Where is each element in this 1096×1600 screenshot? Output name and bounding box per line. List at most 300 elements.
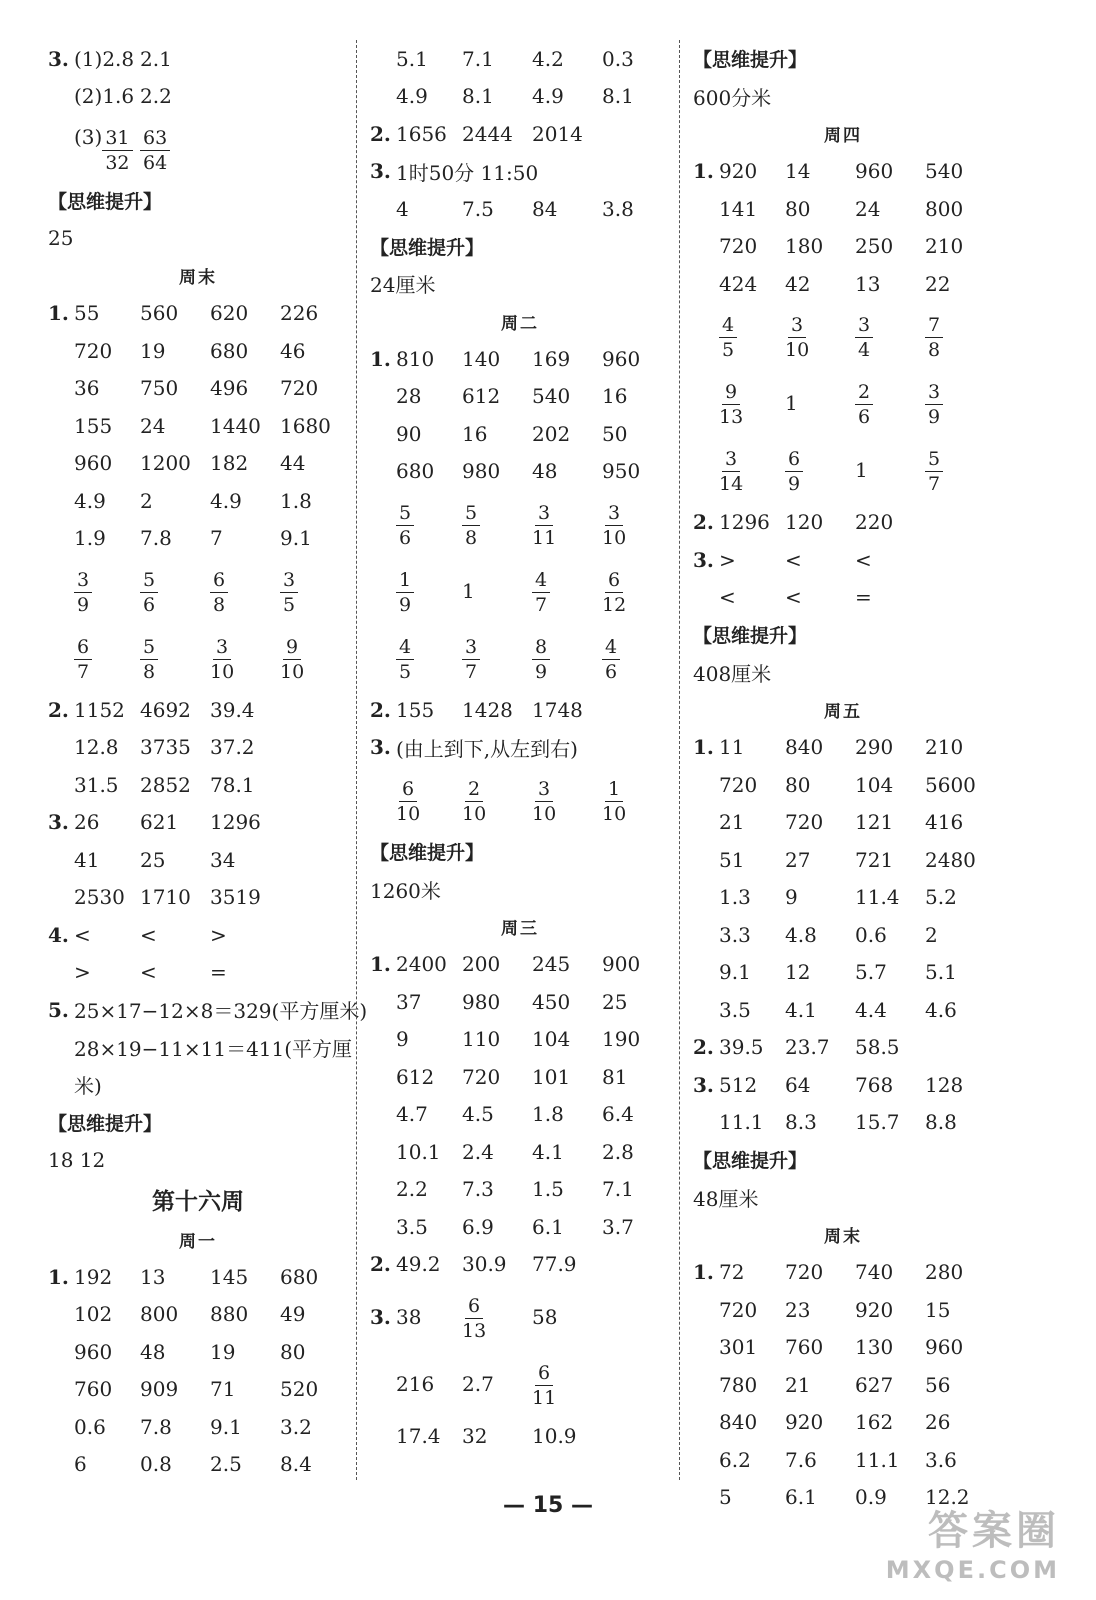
answer-cell: 104	[532, 1027, 571, 1052]
answer-row	[370, 946, 670, 984]
answer-cell	[785, 312, 855, 360]
question-number: 3.	[693, 1072, 714, 1097]
answer-cell: 960	[74, 1339, 113, 1364]
answer-cell: 110	[462, 1027, 501, 1052]
answer-cell	[855, 312, 925, 360]
numerator: 9	[283, 638, 301, 660]
answer-cell: 2	[925, 922, 938, 947]
answer-cell: >	[210, 922, 227, 947]
numerator: 2	[465, 780, 483, 802]
numerator: 6	[535, 1364, 553, 1386]
answer-cell: 51	[719, 847, 745, 872]
answer-cell: 800	[925, 196, 964, 221]
numerator: 1	[396, 571, 414, 593]
numerator: 3	[722, 450, 740, 472]
denominator: 8	[213, 593, 226, 616]
answer-cell: 7.1	[462, 46, 494, 71]
answer-cell: 140	[462, 346, 501, 371]
answer-text: 1时50分 11:50	[396, 160, 539, 185]
answer-row	[693, 879, 993, 917]
answer-cell: 72	[719, 1260, 745, 1285]
answer-cell: 4.2	[532, 46, 564, 71]
answer-cell: 680	[280, 1264, 319, 1289]
answer-cell: 5	[719, 1485, 732, 1510]
answer-cell: 4.9	[532, 84, 564, 109]
fraction	[532, 1361, 557, 1409]
answer-cell: 768	[855, 1072, 894, 1097]
answer-row	[370, 1171, 670, 1209]
fraction	[74, 568, 92, 616]
fraction	[532, 501, 557, 549]
answer-row	[48, 879, 348, 917]
denominator: 5	[722, 339, 735, 361]
answer-cell: 7.3	[462, 1177, 494, 1202]
answer-cell: 9	[396, 1027, 409, 1052]
fraction	[280, 568, 298, 616]
fraction	[532, 568, 550, 616]
answer-row	[370, 378, 670, 416]
question-number: 1.	[48, 301, 69, 326]
answer-cell: 9	[785, 885, 798, 910]
answer-cell: 3.6	[925, 1447, 957, 1472]
answer-cell	[140, 634, 210, 682]
answer-cell: 0.6	[74, 1414, 106, 1439]
denominator: 11	[532, 526, 557, 549]
answer-cell: 9.1	[210, 1414, 242, 1439]
answer-cell: 38	[396, 1304, 422, 1329]
answer-cell: 21	[719, 810, 745, 835]
fraction	[719, 383, 743, 427]
answer-cell: 50	[602, 421, 628, 446]
answer-cell: 4.7	[396, 1102, 428, 1127]
answer-row	[693, 1329, 993, 1367]
answer-row	[48, 1371, 348, 1409]
answer-row	[48, 557, 348, 624]
numerator: 3	[855, 316, 873, 338]
answer-row	[48, 445, 348, 483]
answer-row	[370, 1096, 670, 1134]
answer-cell	[396, 634, 462, 682]
answer-row	[48, 991, 368, 1029]
answer-cell: 2.7	[462, 1371, 494, 1396]
answer-cell: 141	[719, 196, 758, 221]
numerator: 3	[280, 571, 298, 593]
answer-cell: 1440	[210, 413, 261, 438]
answer-cell: 680	[210, 338, 249, 363]
denominator: 10	[785, 339, 810, 361]
answer-cell: 25	[140, 847, 166, 872]
answer-cell: 11.4	[855, 885, 900, 910]
answer-cell	[462, 1293, 532, 1341]
answer-cell: 210	[925, 735, 964, 760]
denominator: 64	[143, 151, 168, 174]
answer-row	[48, 1066, 348, 1104]
day-heading: 周一	[179, 1231, 217, 1252]
answer-cell: 21	[785, 1372, 811, 1397]
fraction	[140, 635, 158, 683]
answer-cell: 216	[396, 1371, 435, 1396]
numerator: 1	[605, 780, 623, 802]
section-heading: 【思维提升】	[693, 625, 808, 648]
answer-row	[370, 1208, 670, 1246]
answer-cell: 102	[74, 1302, 113, 1327]
answer-cell: 2400	[396, 952, 447, 977]
answer-cell: 4.5	[462, 1102, 494, 1127]
answer-cell: 226	[280, 301, 319, 326]
answer-cell: 11	[719, 735, 745, 760]
fraction	[462, 501, 480, 549]
answer-cell: 290	[855, 735, 894, 760]
answer-row	[370, 1246, 670, 1284]
answer-cell: 424	[719, 271, 758, 296]
answer-cell: 39.4	[210, 697, 255, 722]
denominator: 32	[105, 151, 130, 174]
answer-cell: <	[140, 960, 157, 985]
answer-cell: 7.6	[785, 1447, 817, 1472]
answer-cell: 10.1	[396, 1139, 441, 1164]
answer-cell: 34	[210, 847, 236, 872]
answer-cell: (1)2.8	[74, 46, 135, 71]
answer-cell: 42	[785, 271, 811, 296]
fraction	[74, 635, 92, 683]
answer-cell: 190	[602, 1027, 641, 1052]
answer-cell: 416	[925, 810, 964, 835]
day-heading: 周末	[824, 1227, 862, 1248]
answer-cell: 840	[719, 1410, 758, 1435]
answer-row	[370, 557, 670, 624]
answer-cell	[602, 776, 672, 824]
fraction	[602, 501, 627, 549]
answer-row	[693, 153, 993, 191]
answer-cell: 16	[602, 384, 628, 409]
denominator: 6	[858, 406, 871, 428]
answer-cell: 960	[925, 1335, 964, 1360]
answer-cell: 44	[280, 451, 306, 476]
answer-cell: 24	[855, 196, 881, 221]
denominator: 8	[928, 339, 941, 361]
answer-cell: 950	[602, 459, 641, 484]
answer-cell: 14	[785, 159, 811, 184]
question-number: 1.	[370, 952, 391, 977]
answer-row	[693, 991, 993, 1029]
answer-cell: 155	[74, 413, 113, 438]
answer-text: (由上到下,从左到右)	[396, 736, 578, 761]
fraction	[532, 777, 557, 825]
answer-text: 18 12	[48, 1147, 106, 1172]
answer-cell: 7.5	[462, 196, 494, 221]
answer-cell	[140, 567, 210, 615]
answer-cell: <	[719, 585, 736, 610]
numerator: 5	[140, 571, 158, 593]
answer-cell: 720	[719, 1297, 758, 1322]
answer-row	[693, 1366, 993, 1404]
numerator: 3	[535, 780, 553, 802]
answer-cell: <	[785, 585, 802, 610]
answer-cell	[74, 125, 140, 173]
answer-cell: 0.8	[140, 1452, 172, 1477]
answer-cell: 23	[785, 1297, 811, 1322]
answer-cell: 80	[280, 1339, 306, 1364]
answer-row	[48, 1408, 348, 1446]
answer-cell	[532, 634, 602, 682]
answer-cell: 16	[462, 421, 488, 446]
denominator: 6	[605, 660, 618, 683]
answer-cell: 84	[532, 196, 558, 221]
answer-cell: 48	[532, 459, 558, 484]
question-number: 1.	[693, 735, 714, 760]
answer-row	[370, 983, 670, 1021]
question-number: 3.	[48, 46, 69, 71]
answer-row	[48, 804, 348, 842]
question-number: 3.	[370, 1304, 391, 1329]
denominator: 10	[462, 802, 487, 825]
question-number: 2.	[693, 510, 714, 535]
answer-cell: 121	[855, 810, 894, 835]
answer-cell: 840	[785, 735, 824, 760]
day-heading: 周五	[824, 702, 862, 723]
answer-cell: 450	[532, 989, 571, 1014]
answer-cell: >	[719, 547, 736, 572]
denominator: 6	[143, 593, 156, 616]
answer-row	[48, 1333, 348, 1371]
answer-cell: 6.1	[785, 1485, 817, 1510]
answer-cell: 2.2	[140, 84, 172, 109]
answer-cell: 3.7	[602, 1214, 634, 1239]
answer-cell: 496	[210, 376, 249, 401]
answer-cell: 120	[785, 510, 824, 535]
answer-cell: 6.2	[719, 1447, 751, 1472]
denominator: 5	[399, 660, 412, 683]
denominator: 7	[928, 473, 941, 495]
answer-cell: 900	[602, 952, 641, 977]
answer-row	[693, 1441, 993, 1479]
answer-cell	[396, 567, 462, 615]
question-number: 1.	[48, 1264, 69, 1289]
answer-cell	[602, 634, 672, 682]
answer-cell: 6.1	[532, 1214, 564, 1239]
answer-cell: 128	[925, 1072, 964, 1097]
denominator: 7	[77, 660, 90, 683]
answer-cell: 3735	[140, 735, 191, 760]
answer-cell	[532, 776, 602, 824]
question-number: 2.	[48, 697, 69, 722]
answer-row	[693, 954, 993, 992]
question-number: 3.	[370, 159, 391, 184]
answer-cell: 4.9	[210, 488, 242, 513]
answer-cell: 26	[925, 1410, 951, 1435]
answer-row	[693, 265, 993, 303]
answer-cell: 220	[855, 510, 894, 535]
answer-cell: 9.1	[719, 960, 751, 985]
answer-text: 1260米	[370, 878, 441, 903]
fraction	[719, 450, 743, 494]
fraction	[140, 126, 170, 174]
fraction	[785, 316, 809, 360]
denominator: 13	[462, 1319, 487, 1342]
answer-cell: 250	[855, 234, 894, 259]
answer-cell	[719, 312, 785, 360]
answer-cell: 4.4	[855, 997, 887, 1022]
answer-cell: 200	[462, 952, 501, 977]
answer-cell: 12	[785, 960, 811, 985]
numerator: 3	[74, 571, 92, 593]
fraction	[925, 316, 943, 360]
answer-row	[48, 1029, 353, 1067]
answer-cell: 5.2	[925, 885, 957, 910]
answer-cell: 6	[74, 1452, 87, 1477]
numerator: 6	[399, 780, 417, 802]
answer-cell: 2.8	[602, 1139, 634, 1164]
answer-row	[370, 1417, 670, 1455]
answer-cell: 49.2	[396, 1252, 441, 1277]
answer-cell: 5.7	[855, 960, 887, 985]
answer-cell: 2852	[140, 772, 191, 797]
answer-row	[693, 579, 993, 617]
answer-row	[693, 1029, 993, 1067]
answer-cell: 721	[855, 847, 894, 872]
answer-cell	[74, 567, 140, 615]
answer-cell: 2	[140, 488, 153, 513]
answer-cell: 90	[396, 421, 422, 446]
answer-cell: 32	[462, 1423, 488, 1448]
answer-cell: 19	[210, 1339, 236, 1364]
answer-cell: 19	[140, 338, 166, 363]
answer-cell: 620	[210, 301, 249, 326]
answer-cell: 0.6	[855, 922, 887, 947]
answer-cell	[396, 500, 462, 548]
answer-cell: =	[210, 960, 227, 985]
answer-cell: 11.1	[855, 1447, 900, 1472]
answer-cell: 7.1	[602, 1177, 634, 1202]
section-heading: 【思维提升】	[48, 191, 163, 214]
denominator: 13	[719, 406, 744, 428]
answer-row	[48, 332, 348, 370]
answer-text: 600分米	[693, 85, 772, 110]
question-number: 4.	[48, 922, 69, 947]
answer-cell: 880	[210, 1302, 249, 1327]
answer-cell: 560	[140, 301, 179, 326]
answer-row	[48, 624, 348, 691]
answer-cell: 71	[210, 1377, 236, 1402]
answer-cell	[785, 446, 855, 494]
day-heading: 周末	[179, 268, 217, 289]
answer-cell: 960	[74, 451, 113, 476]
answer-cell: 192	[74, 1264, 113, 1289]
question-number: 1.	[693, 1260, 714, 1285]
answer-cell: 6.4	[602, 1102, 634, 1127]
answer-cell: <	[74, 922, 91, 947]
day-heading: 周三	[501, 919, 539, 940]
numerator: 8	[532, 638, 550, 660]
numerator: 5	[925, 450, 943, 472]
answer-row	[693, 1254, 993, 1292]
numerator: 3	[213, 638, 231, 660]
denominator: 9	[399, 593, 412, 616]
sub-label: (3)	[74, 124, 103, 149]
answer-cell: 720	[280, 376, 319, 401]
answer-cell	[532, 567, 602, 615]
answer-cell: 4.9	[74, 488, 106, 513]
answer-cell: 162	[855, 1410, 894, 1435]
answer-cell	[396, 776, 462, 824]
answer-cell: 750	[140, 376, 179, 401]
answer-row	[48, 407, 348, 445]
answer-cell: 8.4	[280, 1452, 312, 1477]
question-number: 1.	[693, 159, 714, 184]
answer-cell: 22	[925, 271, 951, 296]
answer-cell	[462, 776, 532, 824]
answer-row	[693, 916, 993, 954]
answer-row	[48, 841, 348, 879]
numerator: 2	[855, 383, 873, 405]
answer-cell: 56	[925, 1372, 951, 1397]
numerator: 4	[532, 571, 550, 593]
answer-cell: 920	[719, 159, 758, 184]
answer-cell: 11.1	[719, 1110, 764, 1135]
answer-text: 48厘米	[693, 1186, 759, 1211]
answer-cell: 1296	[719, 510, 770, 535]
answer-cell: 1.5	[532, 1177, 564, 1202]
fraction	[396, 568, 414, 616]
week-title: 第十六周	[152, 1188, 244, 1215]
answer-row	[370, 691, 670, 729]
answer-cell: 58.5	[855, 1035, 900, 1060]
denominator: 4	[858, 339, 871, 361]
answer-row	[48, 78, 348, 116]
question-number: 3.	[693, 547, 714, 572]
answer-cell: 23.7	[785, 1035, 830, 1060]
question-number: 3.	[370, 735, 391, 760]
answer-cell: 80	[785, 196, 811, 221]
answer-row	[48, 115, 348, 182]
denominator: 10	[602, 802, 627, 825]
answer-cell	[925, 446, 995, 494]
answer-row	[48, 1446, 348, 1484]
answer-cell: 64	[785, 1072, 811, 1097]
answer-text: 25×17−12×8＝329(平方厘米)	[74, 999, 368, 1024]
answer-cell: 1.8	[532, 1102, 564, 1127]
answer-cell: 0.9	[855, 1485, 887, 1510]
answer-cell: 760	[785, 1335, 824, 1360]
answer-row	[370, 624, 670, 691]
answer-cell: 980	[462, 459, 501, 484]
section-heading: 【思维提升】	[693, 1150, 808, 1173]
answer-row	[693, 766, 993, 804]
denominator: 10	[396, 802, 421, 825]
answer-cell: 5.1	[925, 960, 957, 985]
question-number: 1.	[370, 346, 391, 371]
answer-cell: =	[855, 585, 872, 610]
page-number: — 15 —	[503, 1493, 593, 1518]
answer-cell: 37.2	[210, 735, 255, 760]
answer-cell: 3519	[210, 885, 261, 910]
fraction	[396, 777, 421, 825]
numerator: 6	[210, 571, 228, 593]
numerator: 5	[396, 504, 414, 526]
answer-cell: 12.2	[925, 1485, 970, 1510]
fraction	[462, 1294, 487, 1342]
answer-row	[693, 1066, 993, 1104]
answer-cell: 1.8	[280, 488, 312, 513]
answer-cell: 1	[785, 391, 798, 415]
answer-cell: 49	[280, 1302, 306, 1327]
answer-cell: 0.3	[602, 46, 634, 71]
answer-cell: 8.3	[785, 1110, 817, 1135]
question-number: 2.	[370, 1252, 391, 1277]
answer-row	[370, 490, 670, 557]
answer-cell: 1152	[74, 697, 125, 722]
answer-row	[48, 482, 348, 520]
